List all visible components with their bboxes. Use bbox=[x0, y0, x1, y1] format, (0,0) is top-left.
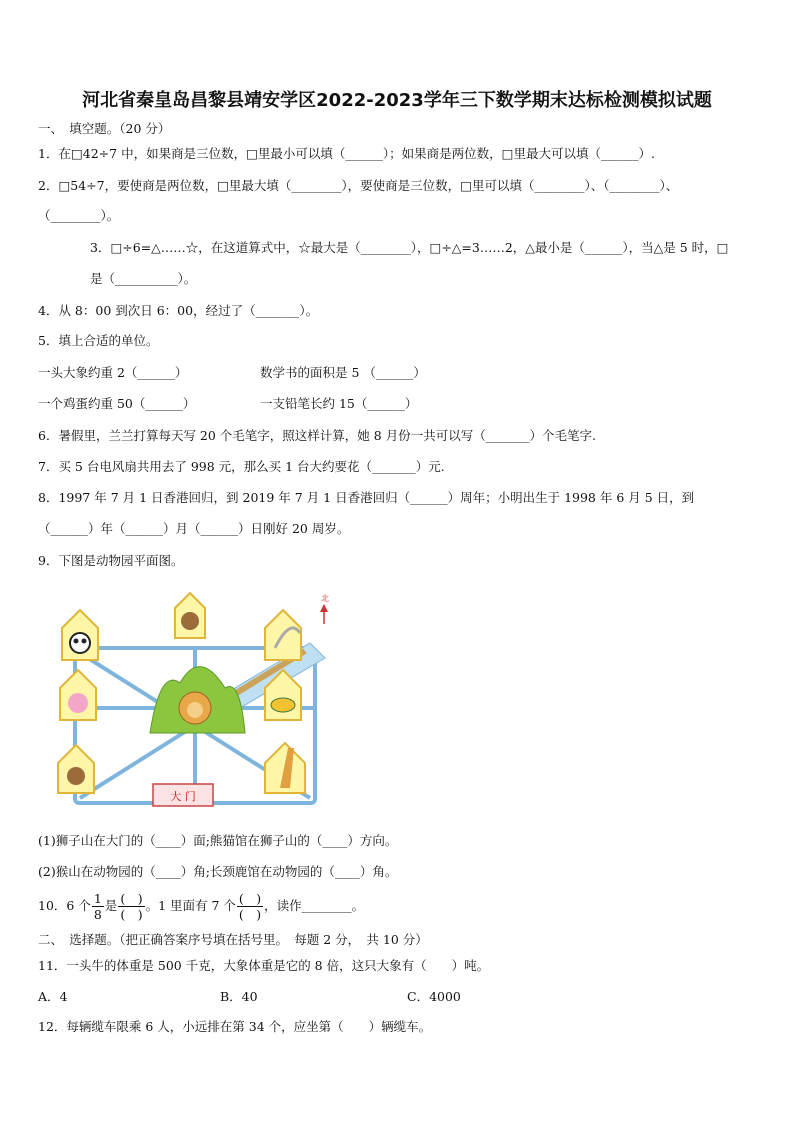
lion-mountain bbox=[150, 667, 245, 733]
gate-label: 大 门 bbox=[170, 790, 196, 803]
question-4: 4．从 8：00 到次日 6：00，经过了（_______）。 bbox=[38, 303, 319, 318]
question-9-part-2: (2)猴山在动物园的（____）角;长颈鹿馆在动物园的（____）角。 bbox=[38, 864, 398, 879]
question-11-option-a: A．4 bbox=[38, 989, 68, 1004]
question-8-line-1: 8．1997 年 7 月 1 日香港回归，到 2019 年 7 月 1 日香港回归（______）周年；小明出生于 1998 年 6 月 5 日，到 bbox=[38, 490, 695, 505]
question-10: 10．6 个 $\frac{1}{8}$ 是 $\frac{( )}{( )}$ 。1 里面有 7 个 $\frac{( )}{( )}$ ，读作________。 bbox=[38, 891, 365, 922]
question-5: 5．填上合适的单位。 bbox=[38, 333, 159, 348]
fraction-one-eighth: $\frac{1}{8}$ bbox=[93, 891, 102, 922]
question-5d: 一支铅笔长约 15（______） bbox=[260, 396, 418, 411]
fraction-blank-2: $\frac{( )}{( )}$ bbox=[238, 891, 262, 922]
question-2-line-1: 2．□54÷7，要使商是两位数，□里最大填（________），要使商是三位数，□里可以填（________）、（________）、 bbox=[38, 178, 679, 193]
question-5a: 一头大象约重 2（______） bbox=[38, 365, 188, 380]
question-1: 1．在□42÷7 中，如果商是三位数，□里最小可以填（______）；如果商是两位数，□里最大可以填（______）. bbox=[38, 146, 655, 161]
question-11-option-b: B．40 bbox=[220, 989, 258, 1004]
svg-text:北: 北 bbox=[321, 594, 329, 603]
section-2-heading: 二、 选择题。（把正确答案序号填在括号里。 每题 2 分， 共 10 分） bbox=[38, 932, 428, 947]
question-9-part-1: (1)狮子山在大门的（____）面;熊猫馆在狮子山的（____）方向。 bbox=[38, 833, 398, 848]
question-5c: 一个鸡蛋约重 50（______） bbox=[38, 396, 196, 411]
question-2-line-2: （________）。 bbox=[38, 208, 120, 223]
question-9: 9．下图是动物园平面图。 bbox=[38, 553, 184, 568]
zoo-map bbox=[50, 588, 340, 818]
question-5b: 数学书的面积是 5 （______） bbox=[260, 365, 426, 380]
question-8-line-2: （______）年（______）月（______）日刚好 20 周岁。 bbox=[38, 521, 350, 536]
question-11: 11．一头牛的体重是 500 千克，大象体重是它的 8 倍，这只大象有（ ）吨。 bbox=[38, 958, 490, 973]
page-title: 河北省秦皇岛昌黎县靖安学区2022-2023学年三下数学期末达标检测模拟试题 bbox=[82, 90, 712, 111]
north-arrow-icon bbox=[320, 593, 329, 624]
question-11-option-c: C．4000 bbox=[407, 989, 461, 1004]
question-7: 7．买 5 台电风扇共用去了 998 元，那么买 1 台大约要花（_______）元. bbox=[38, 459, 445, 474]
question-12: 12．每辆缆车限乘 6 人，小远排在第 34 个，应坐第（ ）辆缆车。 bbox=[38, 1019, 432, 1034]
fraction-blank-1: $\frac{( )}{( )}$ bbox=[120, 891, 143, 922]
section-1-heading: 一、 填空题。（20 分） bbox=[38, 121, 171, 136]
question-6: 6．暑假里，兰兰打算每天写 20 个毛笔字，照这样计算，她 8 月份一共可以写（_______）个毛笔字. bbox=[38, 428, 596, 443]
question-3-line-1: 3．□÷6=△……☆，在这道算式中，☆最大是（________），□÷△=3……2，△最小是（______），当△是 5 时，□ bbox=[90, 240, 729, 255]
question-3-line-2: 是（__________）。 bbox=[90, 271, 197, 286]
